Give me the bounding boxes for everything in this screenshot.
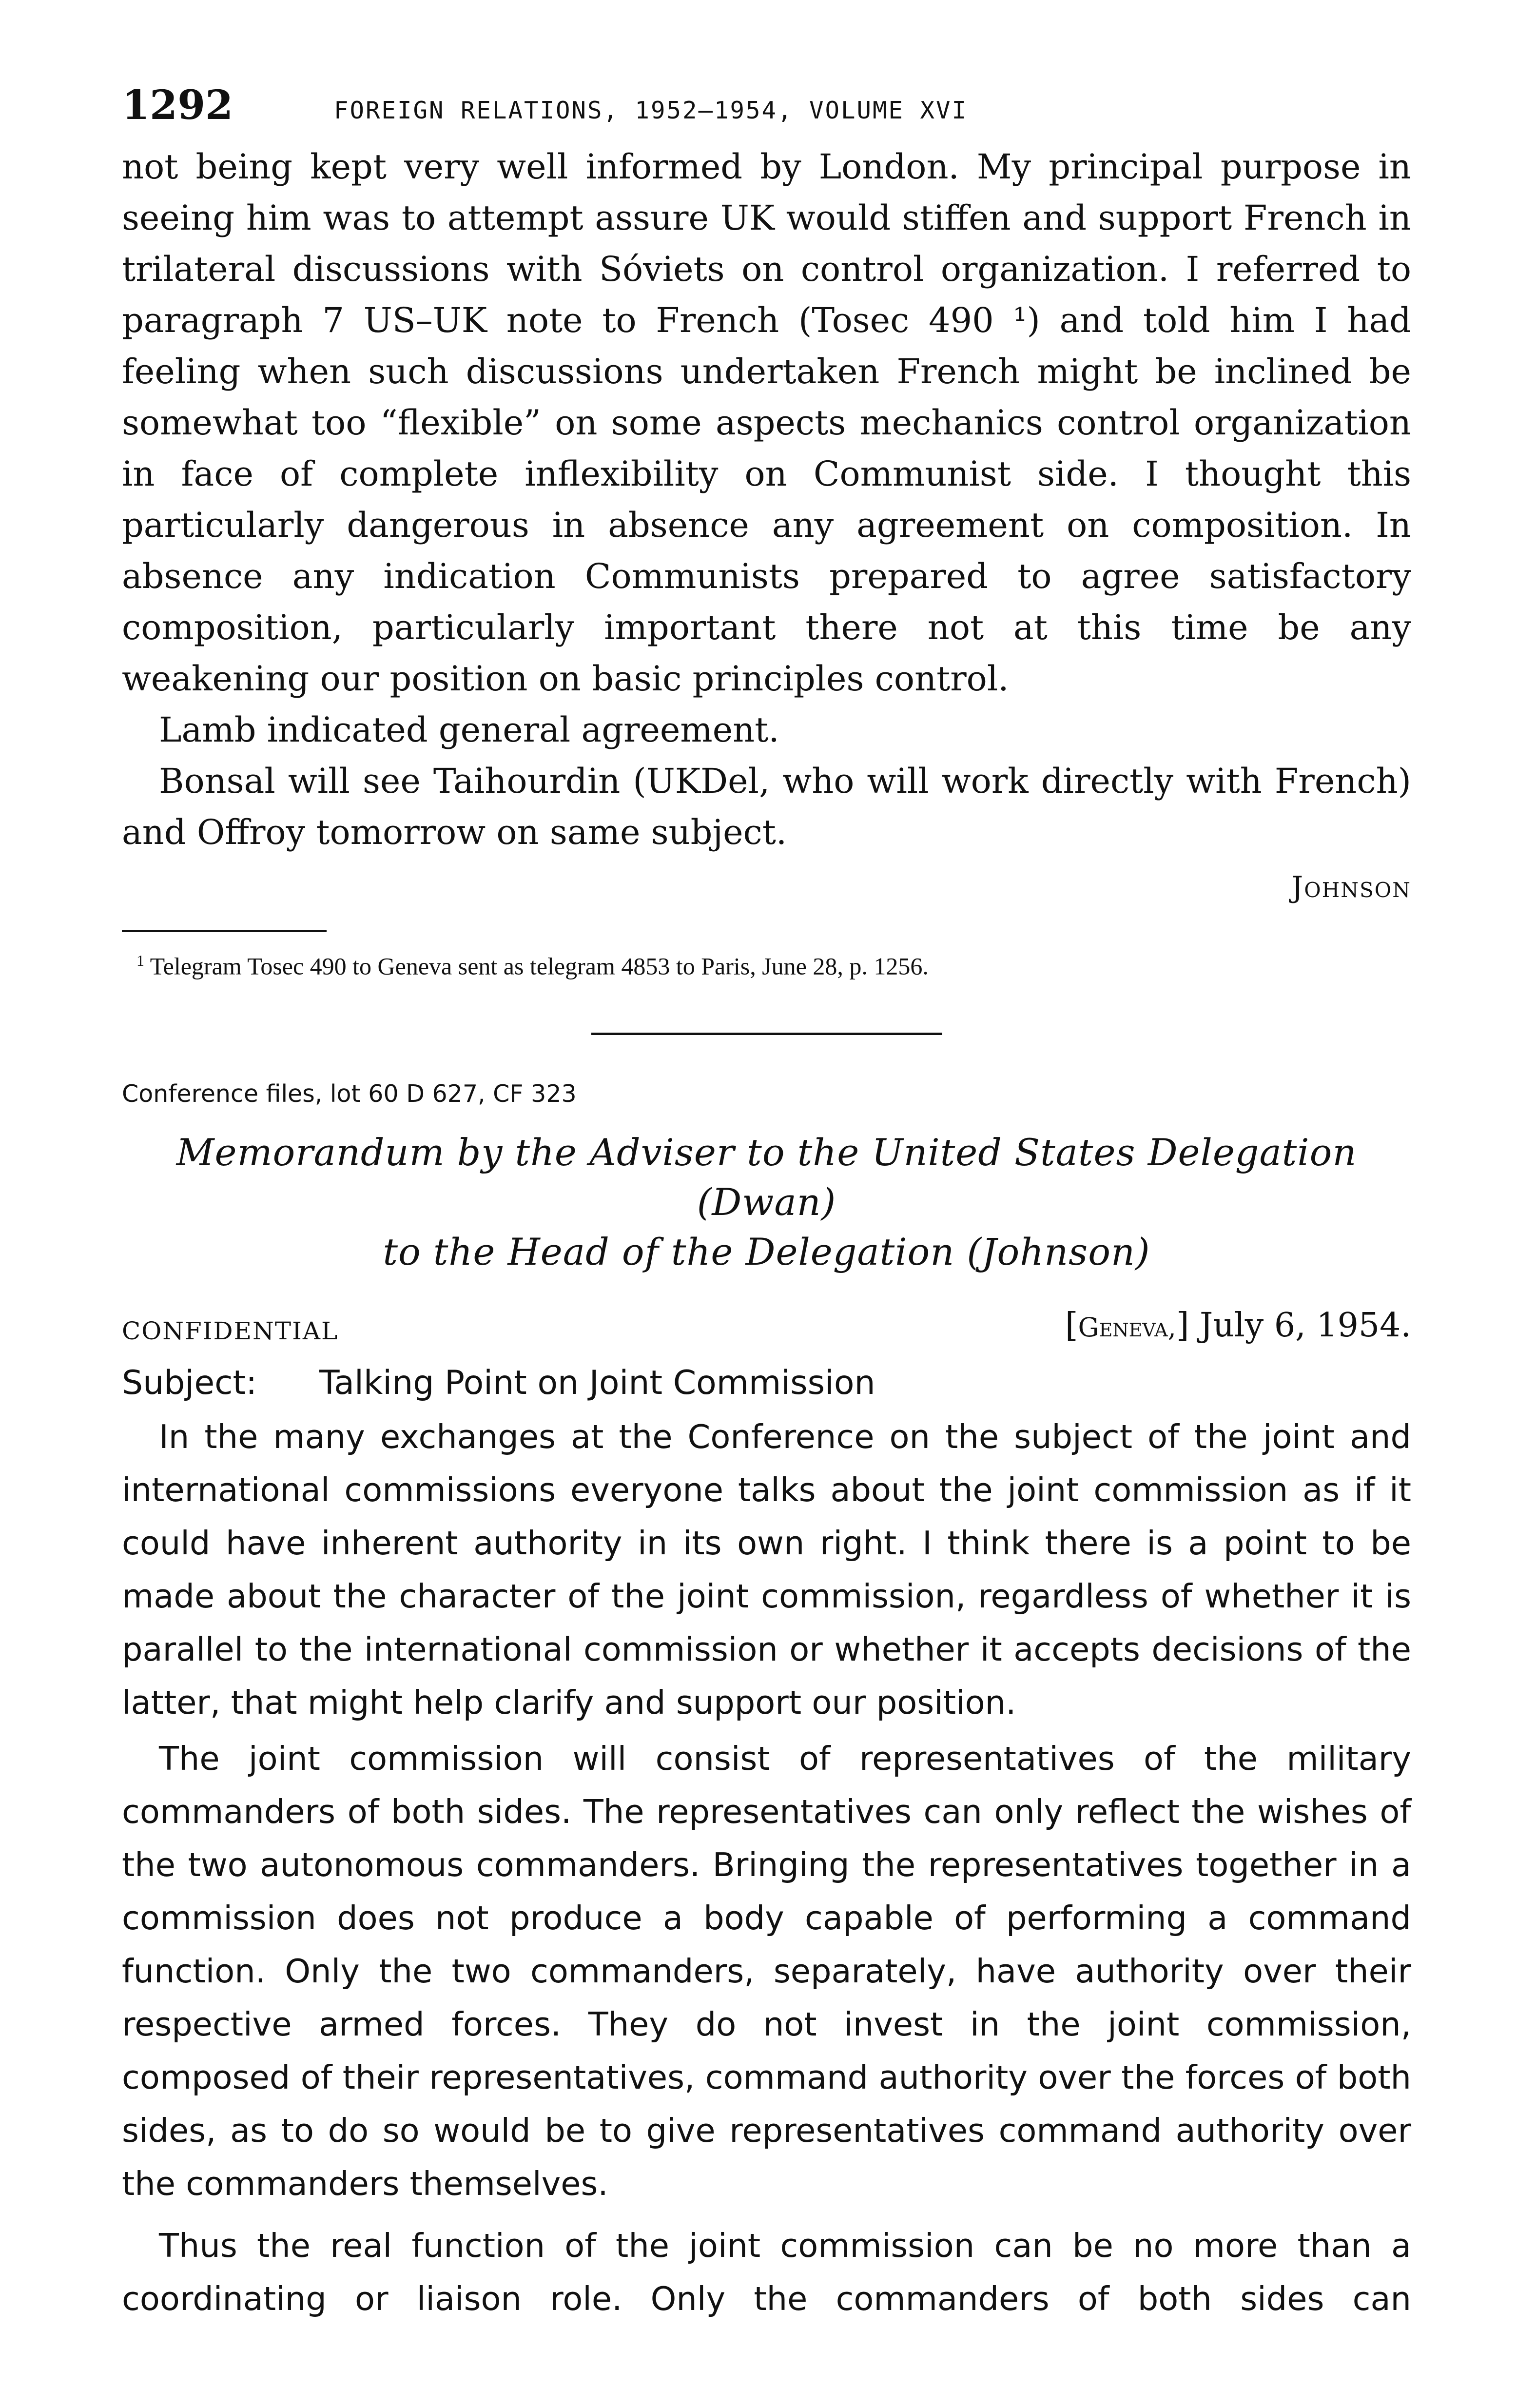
dateline-open: [ [1065, 1306, 1078, 1345]
memo-paragraph: The joint commission will consist of representatives of the military commanders of both sides. The representatives can only reflect the wishes of the two autonomous commanders. Bringing the representatives together in a commission does not produce a body capable of performing a command function. Only the two commanders, separately, have authority over their respective armed forces. They do not invest in the joint commission, composed of their representatives, command authority over the forces of both sides, as to do so would be to give representatives command authority over the commanders themselves. [122, 1739, 1411, 2203]
source-note: Conference files, lot 60 D 627, CF 323 [122, 1079, 577, 1108]
letter-paragraph: Bonsal will see Taihourdin (UKDel, who will work directly with French) and Offroy tomorrow on same subject. [122, 761, 1411, 852]
letter-paragraph: Lamb indicated general agreement. [159, 710, 779, 750]
letter-paragraph: not being kept very well informed by London. My principal purpose in seeing him was to attempt assure UK would stiffen and support French in trilateral discussions with Sóviets on control organization. I referred to paragraph 7 US–UK note to French (Tosec 490 ¹) and told him I had feeling when such discussions undertaken French might be inclined be somewhat too “flexible” on some aspects mechanics control organization in face of complete inflexibility on Communist side. I thought this particularly dangerous in absence any agreement on composition. In absence any indication Communists prepared to agree satisfactory composition, particularly important there not at this time be any weakening our position on basic principles control. [122, 147, 1411, 699]
memo-paragraph: Thus the real function of the joint commission can be no more than a coordinating or liaison role. Only the commanders of both sides can [122, 2226, 1411, 2318]
footnote-marker: 1 [136, 952, 144, 969]
document-title-line: Memorandum by the Adviser to the United States Delegation (Dwan) [176, 1130, 1357, 1224]
running-title: FOREIGN RELATIONS, 1952–1954, VOLUME XVI [334, 97, 968, 124]
memo-paragraph: In the many exchanges at the Conference on the subject of the joint and international commissions everyone talks about the joint commission as if it could have inherent authority in its own right. I think there is a point to be made about the character of the joint commission, regardless of whether it is parallel to the international commission or whether it accepts decisions of the latter, that might help clarify and support our position. [122, 1417, 1411, 1722]
section-divider [591, 1033, 942, 1035]
classification-label: CONFIDENTIAL [122, 1316, 339, 1345]
footnote [122, 943, 1411, 984]
dateline [1065, 1306, 1411, 1345]
footnote-rule [122, 930, 327, 932]
subject-label: Subject: [122, 1363, 257, 1402]
memo-body [122, 1410, 1411, 2326]
document-page [122, 73, 1411, 2326]
signature: Johnson [1291, 870, 1411, 904]
running-head [122, 73, 1411, 141]
document-title [122, 1128, 1411, 1277]
dateline-place: Geneva, [1078, 1312, 1176, 1343]
footnote-text: Telegram Tosec 490 to Geneva sent as telegram 4853 to Paris, June 28, p. 1256. [150, 952, 929, 980]
dateline-date: ] July 6, 1954. [1176, 1306, 1411, 1345]
page-number: 1292 [122, 82, 233, 129]
document-title-line: to the Head of the Delegation (Johnson) [383, 1230, 1150, 1273]
subject-line [122, 1359, 1411, 1408]
letter-body [122, 141, 1411, 917]
memo-meta [122, 1302, 1411, 1359]
subject-text: Talking Point on Joint Commission [319, 1363, 875, 1402]
